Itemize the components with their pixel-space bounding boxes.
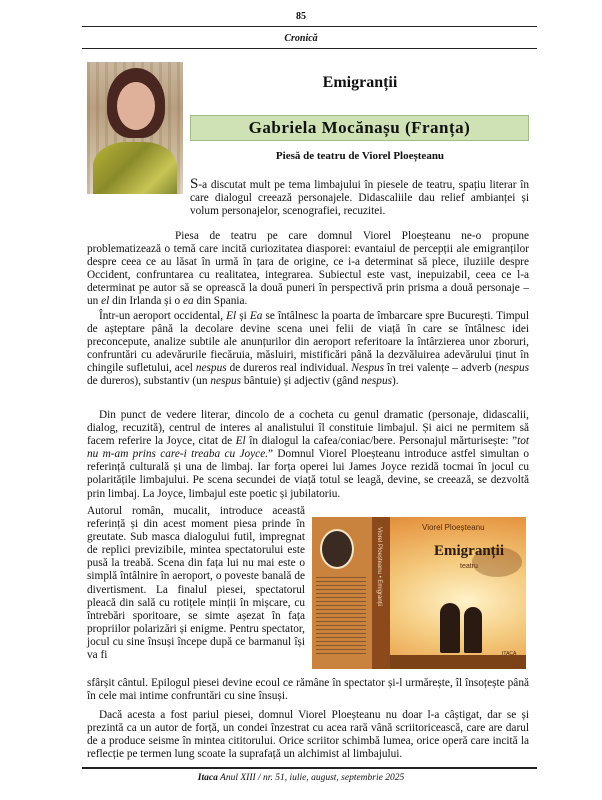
p5-wrap-text: Autorul român, mucalit, introduce această referință și din acest moment piesa prinde în greutate. Sub masca dialogului futil, impregnat de replici previzibile, mintea spectatorului este pusă la treabă. Scena din fața lui nu mai este o simplă întâlnire în aeroport, o poveste banală de divertisment. La finalul piesei, spectatorul pleacă din sală cu rotițele minții în mișcare, cu întrebări sporitoare, se simte așezat în fața propriilor polarizări și enigme. Pentru spectator, jocul cu sine însuși începe după ce barmanul își va fi [87, 505, 305, 662]
p4-quote: tot nu m-am prins care-i treaba cu Joyce. [87, 435, 530, 461]
cover-ground [390, 655, 526, 669]
article-title: Emigranții [322, 74, 398, 91]
italic-ea: ea [183, 295, 194, 308]
p3-nespus-1: nespus [195, 362, 227, 375]
paragraph-6 [87, 709, 529, 761]
paragraph-3 [87, 310, 529, 389]
cover-portrait [320, 529, 354, 569]
p4-a: Din punct de vedere literar, dincolo de a cocheta cu genul dramatic (personaje, didascalii, dialog, recuzită), centrul de interes al analistului îl constituie limbajul. Și aici ne permitem să facem referire la Joyce, citat de [87, 409, 529, 448]
book-cover-image [312, 517, 526, 669]
p3-el: El [226, 310, 237, 322]
paragraph-2-end: din Spania. [196, 295, 248, 308]
p3-f: de dureros), substantiv (un [87, 375, 208, 388]
paragraph-2-mid: din Irlanda și o [112, 295, 181, 308]
paragraph-2-text: Piesa de teatru pe care domnul Viorel Ploeșteanu ne-o propune problematizează o temă care incită curiozitatea diasporei: evantaiul de percepții ale emigranților despre ceea ce au lăsat în urmă în țara de origine, ce i-a determinat să plece, iluziile despre Occident, confruntarea cu realitatea, integrarea. Subiectul este vast, inepuizabil, ceea ce l-a determinat pe autor să se oprească la două puneri în perspectivă prin prisma a două personaje – un [87, 230, 529, 308]
cover-child-2 [464, 607, 482, 653]
cover-author: Viorel Ploeșteanu [422, 523, 485, 532]
p4-b: în dialogul la cafea/coniac/bere. Personajul mărturisește: ” [249, 435, 518, 448]
drop-cap: S [190, 176, 199, 192]
cover-title: Emigranții [434, 543, 504, 559]
p3-h: ). [392, 375, 399, 388]
p3-g: bântuie) și adjectiv (gând [243, 375, 359, 388]
header-rule-lower [82, 48, 537, 49]
header-rule [82, 26, 537, 27]
paragraph-1-text: -a discutat mult pe tema limbajului în piesele de teatru, spațiu literar în care dialogul creează personajele. Didascaliile dau relief ambianței și volum personajelor, scenografiei, recuzitei. [190, 179, 529, 218]
cover-spine-text: Viorel Ploeșteanu • Emigranții [376, 527, 382, 607]
paragraph-5-wrapped [87, 505, 305, 662]
p3-nespus-5: nespus [361, 375, 392, 388]
p4-c: ” Domnul Viorel Ploeșteanu introduce astfel simultan o referință culturală și una de limbaj. Iar forța operei lui James Joyce rezidă tocmai în jocul cu polaritățile limbajului. Pe scena secundei de viață totul se leagă, devine, se creează, se dezvoltă prin limbaj. La Joyce, limbajul este poetic și jubilatoriu. [87, 448, 529, 500]
photo-scarf [93, 142, 177, 194]
p3-c: se întâlnesc la poarta de îmbarcare spre București. Timpul de așteptare până la decolare devine scena unei felii de viață în care se întâlnesc idei preconcepute, analize subtile ale anunțurilor din aeroport referitoare la întârzierea unor zboruri, confruntări cu adevărurile fiecăruia, măsluiri, mistificări până la dezvăluirea adevărului ținut în chingile sufletului, acel [87, 310, 530, 375]
p3-nespus-4: nespus [210, 375, 242, 388]
p4-el: El [235, 435, 246, 448]
author-banner: Gabriela Mocănașu (Franța) [190, 115, 529, 141]
footer-rule [82, 767, 537, 769]
cover-publisher: ITACA [502, 651, 517, 657]
p3-a: Într-un aeroport occidental, [99, 310, 224, 322]
page-number: 85 [296, 11, 306, 22]
paragraph-2 [87, 230, 529, 309]
section-label: Cronică [284, 33, 318, 44]
author-photo [87, 62, 183, 194]
article-subtitle: Piesă de teatru de Viorel Ploeșteanu [275, 150, 445, 162]
footer [0, 773, 602, 783]
p3-ea: Ea [249, 310, 263, 322]
footer-journal: Itaca [197, 773, 218, 783]
p3-nespus-2: Nespus [351, 362, 385, 375]
italic-el: el [101, 295, 110, 308]
photo-face [117, 82, 155, 130]
paragraph-4 [87, 409, 529, 501]
footer-issue: Anul XIII / nr. 51, iulie, august, septembrie 2025 [220, 773, 405, 783]
cover-subtitle: teatru [460, 563, 478, 570]
paragraph-5-continued [87, 677, 529, 703]
paragraph-1 [190, 178, 529, 218]
p3-b: și [239, 310, 247, 322]
p3-e: în trei valențe – adverb ( [387, 362, 499, 375]
cover-back-text-lines [316, 577, 366, 657]
cover-child-1 [440, 603, 460, 653]
p3-nespus-3: nespus [498, 362, 530, 375]
p5-full-text: sfârșit cântul. Epilogul piesei devine ecoul ce rămâne în spectator și-l urmărește, îl însoțește până în cele mai intime confruntări cu sine însuși. [87, 677, 529, 703]
paragraph-6-text: Dacă acesta a fost pariul piesei, domnul Viorel Ploeșteanu nu doar l-a câștigat, dar se și prezintă ca un autor de forță, un condei înzestrat cu acea rară vână scriitoricească, care are darul de a produce seisme în mintea cititorului. Orice scriitor schimbă lumea, orice operă care incită la reflecție pe termen lung scoate la suprafață un alchimist al limbajului. [87, 709, 529, 761]
p3-d: de dureros real individual. [229, 362, 349, 375]
